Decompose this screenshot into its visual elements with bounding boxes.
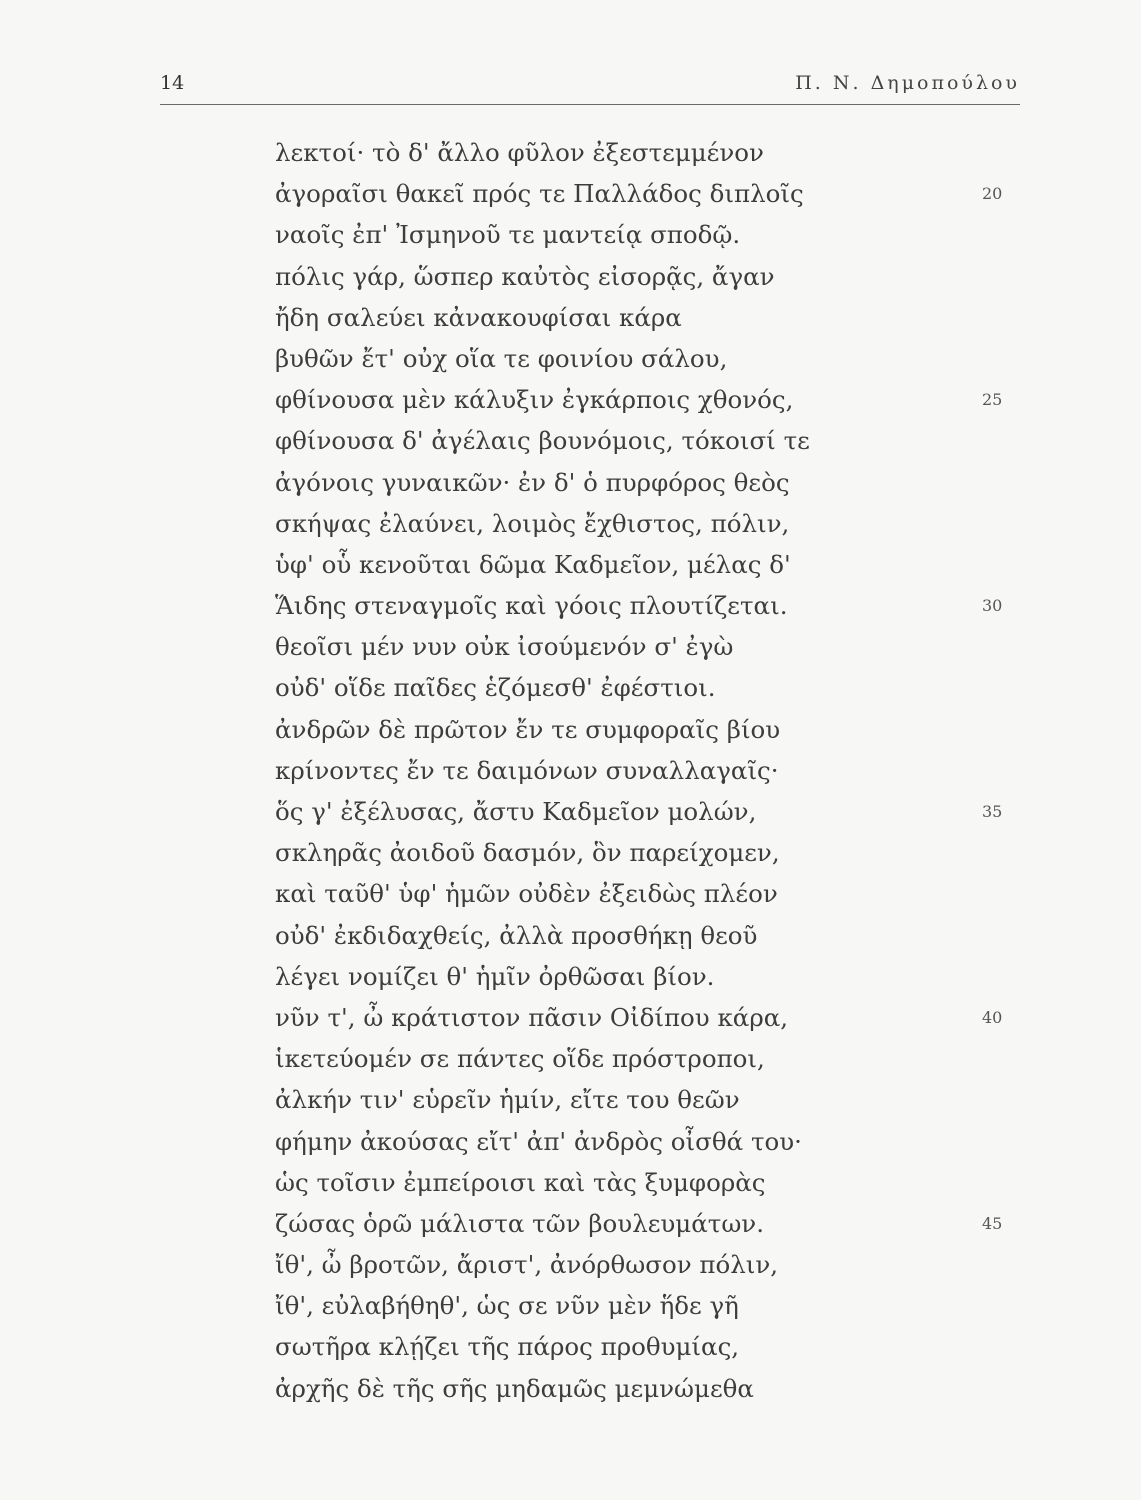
verse-line-text: σκήψας ἐλαύνει, λοιμὸς ἔχθιστος, πόλιν, — [275, 508, 790, 538]
verse-line-text: ἀνδρῶν δὲ πρῶτον ἔν τε συμφοραῖς βίου — [275, 714, 781, 744]
running-title: Π. Ν. Δημοπούλου — [795, 72, 1020, 94]
line-number: 30 — [982, 596, 1003, 616]
verse-line-text: ἴθ', εὐλαβήθηθ', ὡς σε νῦν μὲν ἥδε γῆ — [275, 1291, 739, 1321]
verse-line — [275, 379, 1015, 420]
verse-line-text: σκληρᾶς ἀοιδοῦ δασμόν, ὃν παρείχομεν, — [275, 838, 780, 868]
line-number: 40 — [982, 1007, 1003, 1027]
header-rule — [160, 104, 1020, 105]
verse-line-text: ἴθ', ὦ βροτῶν, ἄριστ', ἀνόρθωσον πόλιν, — [275, 1250, 779, 1280]
verse-line — [275, 132, 1015, 173]
verse-line-text: ἱκετεύομέν σε πάντες οἵδε πρόστροποι, — [275, 1044, 765, 1074]
verse-line — [275, 1121, 1015, 1162]
verse-line — [275, 503, 1015, 544]
verse-line — [275, 873, 1015, 914]
verse-line-text: θεοῖσι μέν νυν οὐκ ἰσούμενόν σ' ἐγὼ — [275, 632, 734, 662]
verse-line — [275, 256, 1015, 297]
verse-line — [275, 956, 1015, 997]
verse-line-text: φήμην ἀκούσας εἴτ' ἀπ' ἀνδρὸς οἶσθά του· — [275, 1126, 802, 1156]
verse-line — [275, 832, 1015, 873]
verse-line-text: Ἅιδης στεναγμοῖς καὶ γόοις πλουτίζεται. — [275, 591, 788, 621]
verse-line-text: ἀρχῆς δὲ τῆς σῆς μηδαμῶς μεμνώμεθα — [275, 1373, 754, 1403]
page-number: 14 — [160, 72, 185, 94]
verse-line-text: ὑφ' οὗ κενοῦται δῶμα Καδμεῖον, μέλας δ' — [275, 549, 791, 579]
verse-line-text: οὐδ' ἐκδιδαχθείς, ἀλλὰ προσθήκῃ θεοῦ — [275, 920, 758, 950]
verse-line — [275, 462, 1015, 503]
verse-line — [275, 173, 1015, 214]
verse-line-text: βυθῶν ἔτ' οὐχ οἵα τε φοινίου σάλου, — [275, 343, 728, 373]
page-header — [160, 72, 1020, 104]
verse-line-text: ὅς γ' ἐξέλυσας, ἄστυ Καδμεῖον μολών, — [275, 797, 757, 826]
verse-line — [275, 297, 1015, 338]
line-number: 25 — [982, 390, 1003, 410]
verse-line — [275, 1203, 1015, 1244]
verse-line-text: ὡς τοῖσιν ἐμπείροισι καὶ τὰς ξυμφορὰς — [275, 1167, 766, 1197]
verse-line-text: ἀλκήν τιν' εὑρεῖν ἡμίν, εἴτε του θεῶν — [275, 1085, 740, 1115]
verse-line — [275, 1244, 1015, 1285]
verse-line-text: ναοῖς ἐπ' Ἰσμηνοῦ τε μαντείᾳ σποδῷ. — [275, 220, 741, 250]
verse-line — [275, 626, 1015, 667]
verse-line-text: ζώσας ὁρῶ μάλιστα τῶν βουλευμάτων. — [275, 1208, 764, 1238]
verse-line — [275, 667, 1015, 708]
verse-line-text: ἤδη σαλεύει κἀνακουφίσαι κάρα — [275, 302, 682, 332]
verse-line-text: ἀγόνοις γυναικῶν· ἐν δ' ὁ πυρφόρος θεὸς — [275, 467, 790, 497]
verse-line — [275, 214, 1015, 255]
verse-line-text: οὐδ' οἵδε παῖδες ἑζόμεσθ' ἐφέστιοι. — [275, 673, 716, 703]
verse-line — [275, 1162, 1015, 1203]
verse-line — [275, 1368, 1015, 1409]
verse-line-text: κρίνοντες ἔν τε δαιμόνων συναλλαγαῖς· — [275, 755, 779, 785]
verse-line-text: φθίνουσα μὲν κάλυξιν ἐγκάρποις χθονός, — [275, 385, 794, 415]
verse-line-text: σωτῆρα κλῄζει τῆς πάρος προθυμίας, — [275, 1332, 740, 1362]
verse-line — [275, 750, 1015, 791]
verse-line — [275, 1326, 1015, 1367]
verse-text-block — [275, 132, 1015, 1409]
verse-line — [275, 997, 1015, 1038]
verse-line — [275, 1285, 1015, 1326]
verse-line — [275, 709, 1015, 750]
verse-line — [275, 338, 1015, 379]
verse-line — [275, 1038, 1015, 1079]
verse-line-text: λέγει νομίζει θ' ἡμῖν ὀρθῶσαι βίον. — [275, 961, 715, 991]
verse-line — [275, 585, 1015, 626]
verse-line-text: καὶ ταῦθ' ὑφ' ἡμῶν οὐδὲν ἐξειδὼς πλέον — [275, 879, 778, 909]
line-number: 35 — [982, 802, 1003, 821]
verse-line-text: νῦν τ', ὦ κράτιστον πᾶσιν Οἰδίπου κάρα, — [275, 1002, 789, 1032]
verse-line-text: φθίνουσα δ' ἀγέλαις βουνόμοις, τόκοισί τε — [275, 426, 810, 456]
verse-line — [275, 420, 1015, 461]
line-number: 20 — [982, 184, 1003, 204]
verse-line-text: πόλις γάρ, ὥσπερ καὐτὸς εἰσορᾷς, ἄγαν — [275, 261, 775, 291]
verse-line-text: ἀγοραῖσι θακεῖ πρός τε Παλλάδος διπλοῖς — [275, 179, 804, 209]
verse-line — [275, 915, 1015, 956]
verse-line — [275, 791, 1015, 832]
verse-line — [275, 544, 1015, 585]
verse-line — [275, 1079, 1015, 1120]
verse-line-text: λεκτοί· τὸ δ' ἄλλο φῦλον ἐξεστεμμένον — [275, 138, 764, 167]
line-number: 45 — [982, 1213, 1003, 1233]
